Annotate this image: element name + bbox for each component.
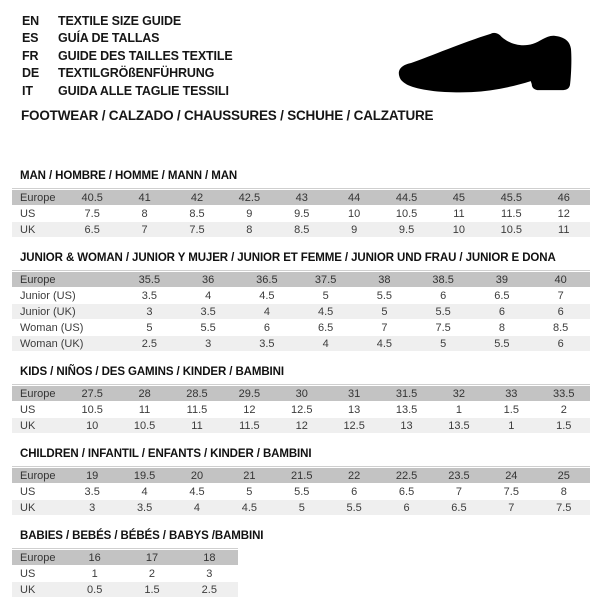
row-label: US <box>20 207 36 220</box>
size-cell: 13 <box>348 403 361 416</box>
size-cell: 7 <box>557 289 564 302</box>
size-cell: 3 <box>66 500 118 515</box>
size-header-row <box>12 190 590 205</box>
size-cell: 8.5 <box>276 222 328 237</box>
size-cell: 29.5 <box>223 386 275 401</box>
size-row <box>12 500 590 515</box>
size-row <box>12 418 590 433</box>
size-cell: 11 <box>453 207 465 220</box>
size-cell: 4 <box>141 485 148 498</box>
size-table-section <box>12 448 590 516</box>
size-row <box>12 484 590 499</box>
size-row <box>12 320 590 335</box>
size-cell: 7 <box>485 500 537 515</box>
size-cell: 5 <box>146 321 153 334</box>
size-cell: 1 <box>485 418 537 433</box>
size-cell: 44 <box>328 190 380 205</box>
size-cell: 3 <box>120 304 179 319</box>
size-cell: 33.5 <box>538 386 590 401</box>
size-row <box>12 336 590 351</box>
size-cell: 40 <box>531 272 590 287</box>
size-cell: 23.5 <box>433 468 485 483</box>
row-label: UK <box>12 418 66 433</box>
size-cell: 5.5 <box>328 500 380 515</box>
size-table-section <box>12 170 590 238</box>
size-cell: 7 <box>381 321 388 334</box>
size-cell: 21 <box>223 468 275 483</box>
size-cell: 2.5 <box>181 582 238 597</box>
size-cell: 28.5 <box>171 386 223 401</box>
size-cell: 3.5 <box>238 336 297 351</box>
row-label: Europe <box>12 190 66 205</box>
size-cell: 6 <box>531 304 590 319</box>
size-cell: 22 <box>328 468 380 483</box>
size-cell: 10.5 <box>81 403 103 416</box>
language-row <box>22 83 233 100</box>
size-cell: 5.5 <box>294 485 310 498</box>
row-label: Europe <box>12 550 66 565</box>
language-label: GUÍA DE TALLAS <box>58 31 160 46</box>
size-row <box>12 206 590 221</box>
size-header-row <box>12 272 590 287</box>
size-row <box>12 288 590 303</box>
size-cell: 12.5 <box>328 418 380 433</box>
size-cell: 5 <box>322 289 329 302</box>
size-table <box>12 270 590 352</box>
size-cell: 3 <box>206 567 213 580</box>
size-cell: 38.5 <box>414 272 473 287</box>
category-title: FOOTWEAR / CALZADO / CHAUSSURES / SCHUHE / CALZATURE <box>21 108 434 123</box>
size-cell: 6 <box>440 289 447 302</box>
size-cell: 8.5 <box>552 321 569 334</box>
size-cell: 13.5 <box>433 418 485 433</box>
size-cell: 7.5 <box>503 485 519 498</box>
size-cell: 12 <box>276 418 328 433</box>
size-cell: 2 <box>148 567 156 580</box>
size-cell: 35.5 <box>120 272 179 287</box>
size-cell: 6 <box>351 485 358 498</box>
size-cell: 41 <box>118 190 170 205</box>
size-cell: 1.5 <box>123 582 180 597</box>
size-row <box>12 402 590 417</box>
size-header-row <box>12 550 238 565</box>
size-cell: 13 <box>380 418 432 433</box>
size-cell: 21.5 <box>276 468 328 483</box>
size-table-title: JUNIOR & WOMAN / JUNIOR Y MUJER / JUNIOR ET FEMME / JUNIOR UND FRAU / JUNIOR E DONA <box>20 252 556 264</box>
size-cell: 5.5 <box>376 289 393 302</box>
size-cell: 4 <box>205 289 212 302</box>
language-label: GUIDE DES TAILLES TEXTILE <box>58 48 233 63</box>
size-cell: 10.5 <box>485 222 537 237</box>
size-cell: 5 <box>355 304 414 319</box>
size-cell: 28 <box>118 386 170 401</box>
size-cell: 5.5 <box>200 321 216 334</box>
size-cell: 4.5 <box>355 336 414 351</box>
size-cell: 5.5 <box>414 304 473 319</box>
size-cell: 32 <box>433 386 485 401</box>
size-cell: 1 <box>91 567 98 580</box>
language-code: DE <box>22 66 40 81</box>
language-code: EN <box>22 14 40 28</box>
language-row <box>22 30 233 47</box>
size-cell: 6 <box>380 500 432 515</box>
size-cell: 10 <box>348 207 361 220</box>
size-cell: 12 <box>243 403 256 416</box>
size-cell: 6.5 <box>494 289 510 302</box>
size-table-title: KIDS / NIÑOS / DES GAMINS / KINDER / BAMBINI <box>20 366 284 378</box>
size-cell: 10 <box>433 222 485 237</box>
size-cell: 9 <box>246 207 253 220</box>
size-cell: 39 <box>473 272 532 287</box>
size-cell: 31 <box>328 386 380 401</box>
size-table-title: CHILDREN / INFANTIL / ENFANTS / KINDER / BAMBINI <box>20 448 312 460</box>
size-cell: 12.5 <box>291 403 313 416</box>
size-cell: 4 <box>238 304 297 319</box>
size-cell: 36.5 <box>238 272 297 287</box>
size-tables <box>12 170 590 600</box>
size-cell: 7.5 <box>84 207 100 220</box>
size-table-title: MAN / HOMBRE / HOMME / MANN / MAN <box>20 170 238 182</box>
size-cell: 5 <box>414 336 473 351</box>
size-cell: 4.5 <box>189 485 205 498</box>
size-cell: 3.5 <box>179 304 238 319</box>
size-cell: 16 <box>66 550 123 565</box>
size-cell: 36 <box>179 272 238 287</box>
size-cell: 11 <box>171 418 223 433</box>
size-cell: 4 <box>296 336 355 351</box>
size-cell: 8.5 <box>189 207 205 220</box>
size-cell: 1.5 <box>538 418 590 433</box>
size-cell: 22.5 <box>380 468 432 483</box>
size-cell: 3.5 <box>118 500 170 515</box>
size-cell: 38 <box>355 272 414 287</box>
row-label: Europe <box>12 468 66 483</box>
language-label: TEXTILE SIZE GUIDE <box>58 14 182 28</box>
size-cell: 42 <box>171 190 223 205</box>
size-cell: 2 <box>560 403 567 416</box>
size-cell: 9.5 <box>380 222 432 237</box>
row-label: UK <box>12 222 66 237</box>
language-row <box>22 65 233 82</box>
size-cell: 6 <box>473 304 532 319</box>
row-label: Europe <box>12 386 66 401</box>
size-cell: 6.5 <box>66 222 118 237</box>
size-table <box>12 466 590 516</box>
size-cell: 17 <box>123 550 180 565</box>
size-cell: 4 <box>171 500 223 515</box>
size-cell: 1.5 <box>503 403 519 416</box>
size-cell: 8 <box>223 222 275 237</box>
size-table-section <box>12 366 590 434</box>
size-cell: 10 <box>66 418 118 433</box>
size-cell: 40.5 <box>66 190 118 205</box>
size-cell: 11.5 <box>501 207 522 220</box>
size-cell: 10.5 <box>118 418 170 433</box>
size-cell: 7 <box>118 222 170 237</box>
size-cell: 7 <box>455 485 462 498</box>
size-cell: 45.5 <box>485 190 537 205</box>
size-cell: 44.5 <box>380 190 432 205</box>
row-label: Woman (US) <box>20 321 84 334</box>
row-label: US <box>20 567 36 580</box>
size-cell: 43 <box>276 190 328 205</box>
size-cell: 5.5 <box>473 336 532 351</box>
size-cell: 45 <box>433 190 485 205</box>
size-cell: 20 <box>171 468 223 483</box>
size-cell: 6.5 <box>433 500 485 515</box>
size-cell: 8 <box>141 207 148 220</box>
size-table-section <box>12 252 590 352</box>
size-cell: 31.5 <box>380 386 432 401</box>
size-cell: 13.5 <box>395 403 418 416</box>
size-cell: 37.5 <box>296 272 355 287</box>
size-table <box>12 384 590 434</box>
size-cell: 19.5 <box>118 468 170 483</box>
size-cell: 2.5 <box>120 336 179 351</box>
size-cell: 4.5 <box>259 289 275 302</box>
size-cell: 18 <box>181 550 238 565</box>
size-row <box>12 566 238 581</box>
language-label: TEXTILGRÖßENFÜHRUNG <box>58 66 215 81</box>
size-cell: 27.5 <box>66 386 118 401</box>
row-label: Junior (US) <box>20 289 76 302</box>
size-cell: 24 <box>485 468 537 483</box>
size-cell: 46 <box>538 190 590 205</box>
size-cell: 11 <box>138 403 151 416</box>
size-header-row <box>12 386 590 401</box>
size-cell: 6 <box>263 321 270 334</box>
size-cell: 12 <box>557 207 570 220</box>
size-cell: 7.5 <box>171 222 223 237</box>
size-cell: 5 <box>276 500 328 515</box>
size-cell: 1 <box>455 403 462 416</box>
language-code: IT <box>22 83 33 98</box>
size-cell: 3.5 <box>141 289 158 302</box>
language-code: ES <box>22 31 39 46</box>
size-cell: 7.5 <box>538 500 590 515</box>
size-table <box>12 548 238 598</box>
language-list <box>22 13 233 100</box>
size-row <box>12 582 238 597</box>
size-cell: 8 <box>498 321 505 334</box>
size-cell: 30 <box>276 386 328 401</box>
size-cell: 7.5 <box>435 321 451 334</box>
size-cell: 9.5 <box>294 207 310 220</box>
language-row <box>22 48 233 65</box>
language-code: FR <box>22 48 39 63</box>
size-cell: 25 <box>538 468 590 483</box>
size-cell: 42.5 <box>223 190 275 205</box>
size-cell: 4.5 <box>223 500 275 515</box>
row-label: UK <box>12 500 66 515</box>
row-label: Junior (UK) <box>12 304 120 319</box>
size-cell: 11.5 <box>186 403 208 416</box>
row-label: US <box>20 485 36 498</box>
row-label: US <box>20 403 36 416</box>
size-cell: 19 <box>66 468 118 483</box>
size-cell: 8 <box>560 485 567 498</box>
size-header-row <box>12 468 590 483</box>
size-cell: 9 <box>328 222 380 237</box>
row-label: Europe <box>12 272 120 287</box>
size-row <box>12 304 590 319</box>
size-cell: 10.5 <box>395 207 418 220</box>
size-cell: 3 <box>179 336 238 351</box>
size-cell: 0.5 <box>66 582 123 597</box>
size-cell: 5 <box>246 485 253 498</box>
size-table-section <box>12 530 590 598</box>
size-cell: 6.5 <box>317 321 334 334</box>
size-cell: 6.5 <box>398 485 415 498</box>
size-table-title: BABIES / BEBÉS / BÉBÉS / BABYS /BAMBINI <box>20 530 264 542</box>
row-label: UK <box>12 582 66 597</box>
row-label: Woman (UK) <box>12 336 120 351</box>
size-row <box>12 222 590 237</box>
size-cell: 3.5 <box>84 485 100 498</box>
language-label: GUIDA ALLE TAGLIE TESSILI <box>58 83 229 98</box>
size-cell: 11.5 <box>223 418 275 433</box>
size-table <box>12 188 590 238</box>
language-row <box>22 13 233 30</box>
size-cell: 6 <box>531 336 590 351</box>
size-cell: 33 <box>485 386 537 401</box>
shoe-icon <box>396 29 577 95</box>
size-cell: 4.5 <box>296 304 355 319</box>
size-cell: 11 <box>538 222 590 237</box>
